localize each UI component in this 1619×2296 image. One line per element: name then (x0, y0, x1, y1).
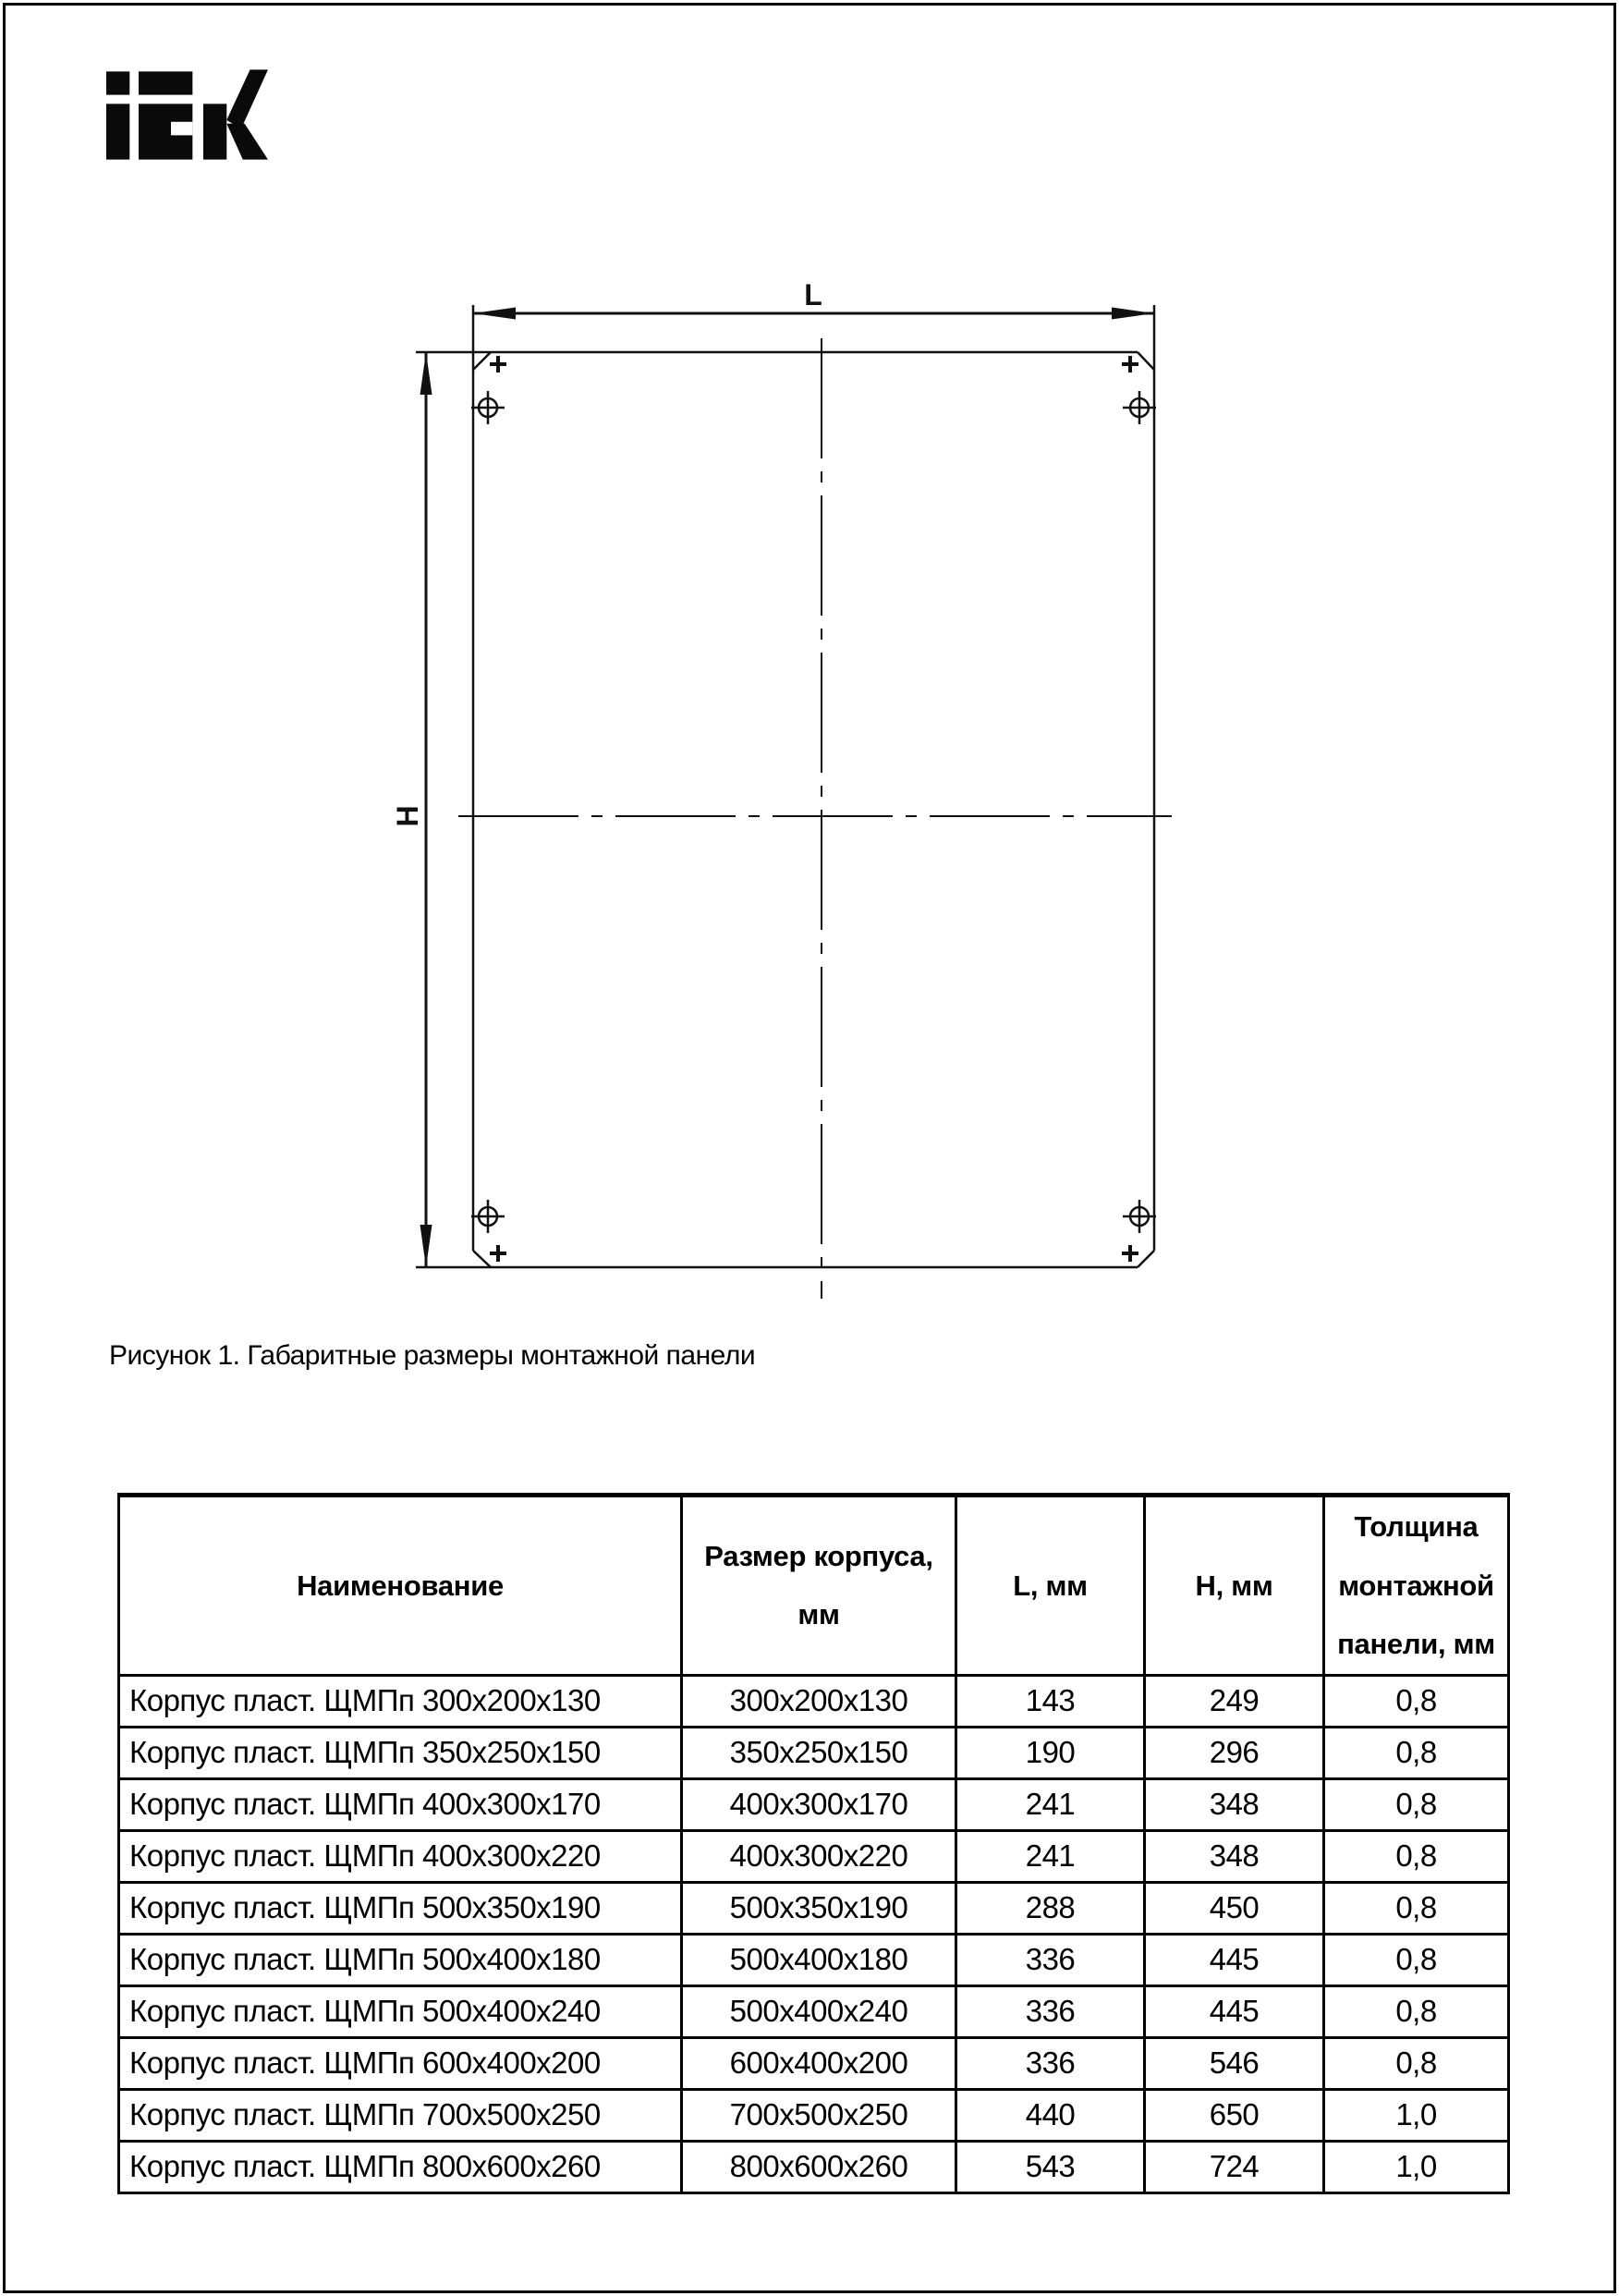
dimension-l-label: L (804, 278, 822, 311)
table-cell: 0,8 (1324, 1778, 1509, 1830)
table-cell: 241 (956, 1778, 1145, 1830)
table-cell: 241 (956, 1830, 1145, 1882)
plus-icon (1122, 356, 1138, 372)
crosshair-icon (1123, 1200, 1156, 1233)
col-header-thickness: Толщина монтажной панели, мм (1324, 1496, 1509, 1676)
table-cell: 336 (956, 2037, 1145, 2089)
table-cell: 300х200х130 (682, 1675, 956, 1727)
plus-icon (490, 356, 506, 372)
panel-outline (416, 305, 1154, 1267)
table-cell: Корпус пласт. ЩМПп 500х350х190 (119, 1882, 682, 1934)
col-header-l: L, мм (956, 1496, 1145, 1676)
crosshair-icon (1123, 391, 1156, 424)
col-header-h: Н, мм (1145, 1496, 1324, 1676)
table-cell: Корпус пласт. ЩМПп 350х250х150 (119, 1727, 682, 1778)
table-cell: 500х400х240 (682, 1985, 956, 2037)
table-cell: 546 (1145, 2037, 1324, 2089)
dimensions-table (117, 1493, 1510, 2194)
arrowhead-left-icon (473, 308, 516, 320)
table-cell: Корпус пласт. ЩМПп 500х400х240 (119, 1985, 682, 2037)
col-header-body-size: Размер корпуса, мм (682, 1496, 956, 1676)
table-header (119, 1496, 1509, 1676)
dimension-l (473, 278, 1154, 320)
table-cell: Корпус пласт. ЩМПп 400х300х170 (119, 1778, 682, 1830)
table-cell: 440 (956, 2089, 1145, 2141)
table-cell: 336 (956, 1985, 1145, 2037)
table-cell: 249 (1145, 1675, 1324, 1727)
table-cell: 348 (1145, 1778, 1324, 1830)
table-cell: 1,0 (1324, 2141, 1509, 2192)
table-cell: 700х500х250 (682, 2089, 956, 2141)
table-cell: 0,8 (1324, 1675, 1509, 1727)
table-row (119, 1882, 1509, 1934)
table-cell: Корпус пласт. ЩМПп 300х200х130 (119, 1675, 682, 1727)
table-row (119, 1934, 1509, 1985)
table-cell: 350х250х150 (682, 1727, 956, 1778)
table-cell: 650 (1145, 2089, 1324, 2141)
table-cell: 500х350х190 (682, 1882, 956, 1934)
col-header-name: Наименование (119, 1496, 682, 1676)
figure-caption: Рисунок 1. Габаритные размеры монтажной панели (109, 1340, 756, 1371)
table-row (119, 1830, 1509, 1882)
table-cell: 143 (956, 1675, 1145, 1727)
table-cell: 0,8 (1324, 2037, 1509, 2089)
table-cell: 543 (956, 2141, 1145, 2192)
table-cell: 445 (1145, 1985, 1324, 2037)
table-cell: 0,8 (1324, 1934, 1509, 1985)
table-cell: 336 (956, 1934, 1145, 1985)
table-row (119, 1675, 1509, 1727)
table-cell: 400х300х170 (682, 1778, 956, 1830)
crosshair-icon (471, 391, 505, 424)
mounting-hole-marks (471, 391, 1156, 1233)
centerlines (458, 338, 1172, 1299)
table-row (119, 1985, 1509, 2037)
arrowhead-down-icon (420, 1225, 432, 1267)
table-cell: 1,0 (1324, 2089, 1509, 2141)
table-cell: Корпус пласт. ЩМПп 800х600х260 (119, 2141, 682, 2192)
table-cell: 0,8 (1324, 1727, 1509, 1778)
plus-icon (490, 1245, 506, 1262)
crosshair-icon (471, 1200, 505, 1233)
table-cell: 296 (1145, 1727, 1324, 1778)
plus-icon (1122, 1245, 1138, 1262)
table-cell: 288 (956, 1882, 1145, 1934)
table-cell: 348 (1145, 1830, 1324, 1882)
corner-plus-marks (490, 356, 1138, 1262)
table-row (119, 2089, 1509, 2141)
table-cell: 0,8 (1324, 1882, 1509, 1934)
table-row (119, 2037, 1509, 2089)
dimension-h (391, 352, 432, 1267)
arrowhead-right-icon (1112, 308, 1154, 320)
table-cell: 500х400х180 (682, 1934, 956, 1985)
table-cell: 190 (956, 1727, 1145, 1778)
table-cell: 0,8 (1324, 1830, 1509, 1882)
table-body (119, 1675, 1509, 2192)
table-cell: Корпус пласт. ЩМПп 700х500х250 (119, 2089, 682, 2141)
table-row (119, 1727, 1509, 1778)
table-cell: 0,8 (1324, 1985, 1509, 2037)
table-row (119, 1778, 1509, 1830)
table-cell: 400х300х220 (682, 1830, 956, 1882)
table-header-row (119, 1496, 1509, 1676)
dimension-h-label: H (391, 805, 424, 827)
table-cell: 445 (1145, 1934, 1324, 1985)
table-cell: Корпус пласт. ЩМПп 600х400х200 (119, 2037, 682, 2089)
table-cell: 450 (1145, 1882, 1324, 1934)
table-cell: 724 (1145, 2141, 1324, 2192)
table-cell: 800х600х260 (682, 2141, 956, 2192)
arrowhead-up-icon (420, 352, 432, 395)
table-cell: 600х400х200 (682, 2037, 956, 2089)
table-cell: Корпус пласт. ЩМПп 500х400х180 (119, 1934, 682, 1985)
table-cell: Корпус пласт. ЩМПп 400х300х220 (119, 1830, 682, 1882)
table-row (119, 2141, 1509, 2192)
